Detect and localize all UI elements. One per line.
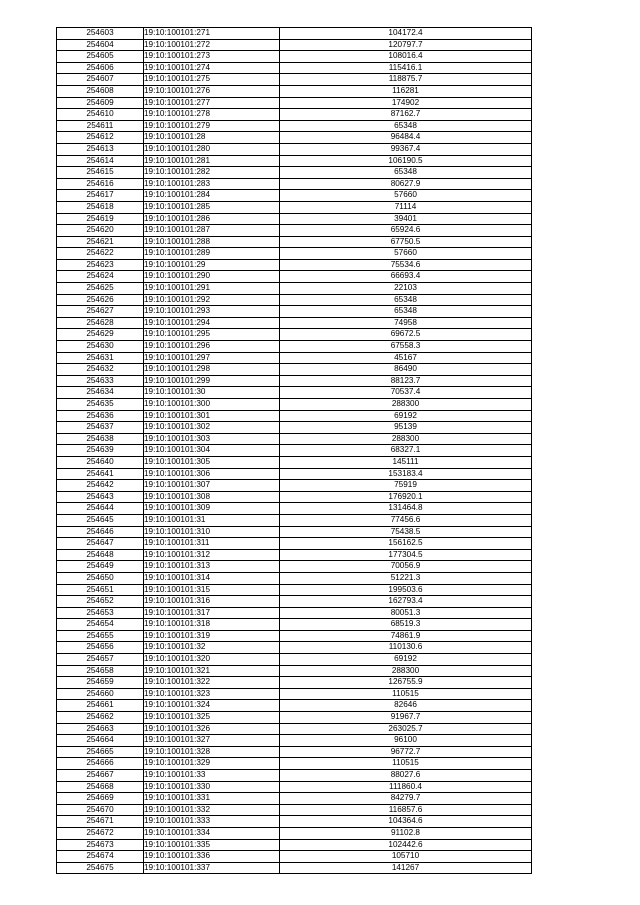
value-cell: 67558.3	[280, 341, 532, 353]
table-body	[57, 28, 532, 874]
record-id-cell: 254664	[57, 735, 144, 747]
record-id-cell: 254665	[57, 746, 144, 758]
value-cell: 118875.7	[280, 74, 532, 86]
table-row	[57, 688, 532, 700]
cadastral-number-cell: 19:10:100101:299	[144, 375, 280, 387]
record-id-cell: 254647	[57, 538, 144, 550]
record-id-cell: 254628	[57, 317, 144, 329]
table-row	[57, 584, 532, 596]
value-cell: 84279.7	[280, 793, 532, 805]
value-cell: 65348	[280, 306, 532, 318]
value-cell: 22103	[280, 283, 532, 295]
cadastral-number-cell: 19:10:100101:32	[144, 642, 280, 654]
value-cell: 104172.4	[280, 28, 532, 40]
record-id-cell: 254614	[57, 155, 144, 167]
value-cell: 111860.4	[280, 781, 532, 793]
table-row	[57, 607, 532, 619]
record-id-cell: 254669	[57, 793, 144, 805]
table-row	[57, 665, 532, 677]
value-cell: 75919	[280, 480, 532, 492]
table-row	[57, 862, 532, 874]
value-cell: 110130.6	[280, 642, 532, 654]
value-cell: 70056.9	[280, 561, 532, 573]
value-cell: 87162.7	[280, 109, 532, 121]
table-row	[57, 804, 532, 816]
cadastral-number-cell: 19:10:100101:273	[144, 51, 280, 63]
value-cell: 108016.4	[280, 51, 532, 63]
table-row	[57, 120, 532, 132]
record-id-cell: 254654	[57, 619, 144, 631]
cadastral-number-cell: 19:10:100101:318	[144, 619, 280, 631]
cadastral-number-cell: 19:10:100101:334	[144, 827, 280, 839]
value-cell: 65348	[280, 167, 532, 179]
cadastral-number-cell: 19:10:100101:28	[144, 132, 280, 144]
cadastral-number-cell: 19:10:100101:312	[144, 549, 280, 561]
table-row	[57, 433, 532, 445]
cadastral-number-cell: 19:10:100101:309	[144, 503, 280, 515]
cadastral-number-cell: 19:10:100101:285	[144, 201, 280, 213]
record-id-cell: 254651	[57, 584, 144, 596]
value-cell: 110515	[280, 758, 532, 770]
table-row	[57, 74, 532, 86]
table-row	[57, 503, 532, 515]
cadastral-number-cell: 19:10:100101:314	[144, 572, 280, 584]
table-row	[57, 97, 532, 109]
value-cell: 67750.5	[280, 236, 532, 248]
cadastral-number-cell: 19:10:100101:288	[144, 236, 280, 248]
cadastral-number-cell: 19:10:100101:328	[144, 746, 280, 758]
value-cell: 88027.6	[280, 770, 532, 782]
value-cell: 95139	[280, 422, 532, 434]
cadastral-number-cell: 19:10:100101:332	[144, 804, 280, 816]
cadastral-number-cell: 19:10:100101:33	[144, 770, 280, 782]
record-id-cell: 254645	[57, 514, 144, 526]
cadastral-number-cell: 19:10:100101:293	[144, 306, 280, 318]
table-row	[57, 677, 532, 689]
value-cell: 110515	[280, 688, 532, 700]
cadastral-number-cell: 19:10:100101:317	[144, 607, 280, 619]
document-page	[56, 27, 532, 874]
cadastral-number-cell: 19:10:100101:29	[144, 259, 280, 271]
value-cell: 68519.3	[280, 619, 532, 631]
table-row	[57, 712, 532, 724]
record-id-cell: 254604	[57, 39, 144, 51]
record-id-cell: 254618	[57, 201, 144, 213]
cadastral-number-cell: 19:10:100101:298	[144, 364, 280, 376]
cadastral-number-cell: 19:10:100101:282	[144, 167, 280, 179]
value-cell: 45167	[280, 352, 532, 364]
record-id-cell: 254639	[57, 445, 144, 457]
record-id-cell: 254616	[57, 178, 144, 190]
record-id-cell: 254672	[57, 827, 144, 839]
cadastral-number-cell: 19:10:100101:283	[144, 178, 280, 190]
record-id-cell: 254658	[57, 665, 144, 677]
value-cell: 77456.6	[280, 514, 532, 526]
record-id-cell: 254624	[57, 271, 144, 283]
table-row	[57, 514, 532, 526]
table-row	[57, 85, 532, 97]
table-row	[57, 341, 532, 353]
table-row	[57, 352, 532, 364]
cadastral-number-cell: 19:10:100101:271	[144, 28, 280, 40]
value-cell: 96484.4	[280, 132, 532, 144]
value-cell: 116281	[280, 85, 532, 97]
cadastral-number-cell: 19:10:100101:316	[144, 596, 280, 608]
value-cell: 39401	[280, 213, 532, 225]
table-row	[57, 271, 532, 283]
cadastral-number-cell: 19:10:100101:326	[144, 723, 280, 735]
cadastral-number-cell: 19:10:100101:327	[144, 735, 280, 747]
value-cell: 288300	[280, 399, 532, 411]
table-row	[57, 109, 532, 121]
cadastral-number-cell: 19:10:100101:292	[144, 294, 280, 306]
table-row	[57, 399, 532, 411]
value-cell: 177304.5	[280, 549, 532, 561]
record-id-cell: 254668	[57, 781, 144, 793]
record-id-cell: 254619	[57, 213, 144, 225]
value-cell: 96772.7	[280, 746, 532, 758]
record-id-cell: 254634	[57, 387, 144, 399]
table-row	[57, 190, 532, 202]
table-row	[57, 167, 532, 179]
table-row	[57, 445, 532, 457]
record-id-cell: 254641	[57, 468, 144, 480]
cadastral-number-cell: 19:10:100101:274	[144, 62, 280, 74]
record-id-cell: 254632	[57, 364, 144, 376]
table-row	[57, 746, 532, 758]
record-id-cell: 254612	[57, 132, 144, 144]
value-cell: 69192	[280, 410, 532, 422]
value-cell: 88123.7	[280, 375, 532, 387]
table-row	[57, 283, 532, 295]
table-row	[57, 213, 532, 225]
record-id-cell: 254636	[57, 410, 144, 422]
table-row	[57, 839, 532, 851]
cadastral-number-cell: 19:10:100101:335	[144, 839, 280, 851]
cadastral-number-cell: 19:10:100101:313	[144, 561, 280, 573]
record-id-cell: 254623	[57, 259, 144, 271]
record-id-cell: 254606	[57, 62, 144, 74]
cadastral-number-cell: 19:10:100101:296	[144, 341, 280, 353]
record-id-cell: 254637	[57, 422, 144, 434]
value-cell: 288300	[280, 665, 532, 677]
cadastral-number-cell: 19:10:100101:291	[144, 283, 280, 295]
table-row	[57, 329, 532, 341]
value-cell: 156162.5	[280, 538, 532, 550]
cadastral-number-cell: 19:10:100101:305	[144, 456, 280, 468]
value-cell: 174902	[280, 97, 532, 109]
value-cell: 116857.6	[280, 804, 532, 816]
record-id-cell: 254640	[57, 456, 144, 468]
cadastral-number-cell: 19:10:100101:280	[144, 143, 280, 155]
table-row	[57, 642, 532, 654]
record-id-cell: 254642	[57, 480, 144, 492]
table-row	[57, 723, 532, 735]
table-row	[57, 387, 532, 399]
cadastral-number-cell: 19:10:100101:295	[144, 329, 280, 341]
value-cell: 57660	[280, 190, 532, 202]
record-id-cell: 254673	[57, 839, 144, 851]
table-row	[57, 561, 532, 573]
record-id-cell: 254659	[57, 677, 144, 689]
record-id-cell: 254652	[57, 596, 144, 608]
record-id-cell: 254671	[57, 816, 144, 828]
record-id-cell: 254674	[57, 851, 144, 863]
value-cell: 70537.4	[280, 387, 532, 399]
table-row	[57, 735, 532, 747]
record-id-cell: 254666	[57, 758, 144, 770]
value-cell: 71114	[280, 201, 532, 213]
table-row	[57, 456, 532, 468]
record-id-cell: 254649	[57, 561, 144, 573]
cadastral-number-cell: 19:10:100101:331	[144, 793, 280, 805]
record-id-cell: 254620	[57, 225, 144, 237]
record-id-cell: 254608	[57, 85, 144, 97]
cadastral-number-cell: 19:10:100101:300	[144, 399, 280, 411]
cadastral-number-cell: 19:10:100101:284	[144, 190, 280, 202]
cadastral-number-cell: 19:10:100101:290	[144, 271, 280, 283]
record-id-cell: 254635	[57, 399, 144, 411]
value-cell: 75438.5	[280, 526, 532, 538]
record-id-cell: 254661	[57, 700, 144, 712]
cadastral-number-cell: 19:10:100101:303	[144, 433, 280, 445]
cadastral-number-cell: 19:10:100101:325	[144, 712, 280, 724]
record-id-cell: 254662	[57, 712, 144, 724]
value-cell: 68327.1	[280, 445, 532, 457]
record-id-cell: 254643	[57, 491, 144, 503]
record-id-cell: 254653	[57, 607, 144, 619]
value-cell: 106190.5	[280, 155, 532, 167]
table-row	[57, 375, 532, 387]
table-row	[57, 225, 532, 237]
record-id-cell: 254622	[57, 248, 144, 260]
cadastral-number-cell: 19:10:100101:337	[144, 862, 280, 874]
record-id-cell: 254621	[57, 236, 144, 248]
record-id-cell: 254667	[57, 770, 144, 782]
record-id-cell: 254625	[57, 283, 144, 295]
record-id-cell: 254646	[57, 526, 144, 538]
value-cell: 288300	[280, 433, 532, 445]
table-row	[57, 851, 532, 863]
record-id-cell: 254670	[57, 804, 144, 816]
cadastral-number-cell: 19:10:100101:30	[144, 387, 280, 399]
cadastral-number-cell: 19:10:100101:308	[144, 491, 280, 503]
table-row	[57, 781, 532, 793]
value-cell: 65924.6	[280, 225, 532, 237]
record-id-cell: 254609	[57, 97, 144, 109]
record-id-cell: 254611	[57, 120, 144, 132]
cadastral-number-cell: 19:10:100101:287	[144, 225, 280, 237]
table-row	[57, 132, 532, 144]
cadastral-number-cell: 19:10:100101:333	[144, 816, 280, 828]
table-row	[57, 201, 532, 213]
cadastral-number-cell: 19:10:100101:275	[144, 74, 280, 86]
value-cell: 86490	[280, 364, 532, 376]
table-row	[57, 39, 532, 51]
value-cell: 80627.9	[280, 178, 532, 190]
cadastral-number-cell: 19:10:100101:322	[144, 677, 280, 689]
cadastral-number-cell: 19:10:100101:278	[144, 109, 280, 121]
value-cell: 263025.7	[280, 723, 532, 735]
table-row	[57, 294, 532, 306]
table-row	[57, 526, 532, 538]
cadastral-number-cell: 19:10:100101:311	[144, 538, 280, 550]
table-row	[57, 259, 532, 271]
value-cell: 115416.1	[280, 62, 532, 74]
table-row	[57, 549, 532, 561]
value-cell: 131464.8	[280, 503, 532, 515]
record-id-cell: 254648	[57, 549, 144, 561]
record-id-cell: 254638	[57, 433, 144, 445]
record-id-cell: 254633	[57, 375, 144, 387]
cadastral-number-cell: 19:10:100101:336	[144, 851, 280, 863]
cadastral-number-cell: 19:10:100101:281	[144, 155, 280, 167]
cadastral-number-cell: 19:10:100101:304	[144, 445, 280, 457]
cadastral-number-cell: 19:10:100101:321	[144, 665, 280, 677]
record-id-cell: 254630	[57, 341, 144, 353]
record-id-cell: 254615	[57, 167, 144, 179]
value-cell: 120797.7	[280, 39, 532, 51]
record-id-cell: 254613	[57, 143, 144, 155]
value-cell: 80051.3	[280, 607, 532, 619]
value-cell: 69672.5	[280, 329, 532, 341]
cadastral-number-cell: 19:10:100101:294	[144, 317, 280, 329]
value-cell: 51221.3	[280, 572, 532, 584]
table-row	[57, 596, 532, 608]
table-row	[57, 51, 532, 63]
table-row	[57, 480, 532, 492]
cadastral-number-cell: 19:10:100101:306	[144, 468, 280, 480]
record-id-cell: 254627	[57, 306, 144, 318]
cadastral-number-cell: 19:10:100101:286	[144, 213, 280, 225]
table-row	[57, 155, 532, 167]
cadastral-number-cell: 19:10:100101:272	[144, 39, 280, 51]
value-cell: 102442.6	[280, 839, 532, 851]
table-row	[57, 468, 532, 480]
value-cell: 99367.4	[280, 143, 532, 155]
record-id-cell: 254660	[57, 688, 144, 700]
record-id-cell: 254603	[57, 28, 144, 40]
cadastral-number-cell: 19:10:100101:301	[144, 410, 280, 422]
cadastral-number-cell: 19:10:100101:315	[144, 584, 280, 596]
table-row	[57, 538, 532, 550]
table-row	[57, 630, 532, 642]
cadastral-number-cell: 19:10:100101:319	[144, 630, 280, 642]
cadastral-number-cell: 19:10:100101:31	[144, 514, 280, 526]
cadastral-number-cell: 19:10:100101:289	[144, 248, 280, 260]
cadastral-number-cell: 19:10:100101:277	[144, 97, 280, 109]
value-cell: 105710	[280, 851, 532, 863]
table-row	[57, 178, 532, 190]
record-id-cell: 254605	[57, 51, 144, 63]
value-cell: 75534.6	[280, 259, 532, 271]
table-row	[57, 770, 532, 782]
table-row	[57, 62, 532, 74]
value-cell: 104364.6	[280, 816, 532, 828]
cadastral-number-cell: 19:10:100101:310	[144, 526, 280, 538]
record-id-cell: 254663	[57, 723, 144, 735]
value-cell: 74861.9	[280, 630, 532, 642]
cadastral-number-cell: 19:10:100101:323	[144, 688, 280, 700]
cadastral-number-cell: 19:10:100101:324	[144, 700, 280, 712]
table-row	[57, 410, 532, 422]
table-row	[57, 236, 532, 248]
record-id-cell: 254610	[57, 109, 144, 121]
value-cell: 126755.9	[280, 677, 532, 689]
table-row	[57, 317, 532, 329]
data-table	[56, 27, 532, 874]
value-cell: 153183.4	[280, 468, 532, 480]
record-id-cell: 254644	[57, 503, 144, 515]
table-row	[57, 827, 532, 839]
table-row	[57, 364, 532, 376]
record-id-cell: 254629	[57, 329, 144, 341]
record-id-cell: 254655	[57, 630, 144, 642]
record-id-cell: 254607	[57, 74, 144, 86]
record-id-cell: 254675	[57, 862, 144, 874]
record-id-cell: 254626	[57, 294, 144, 306]
table-row	[57, 816, 532, 828]
value-cell: 82646	[280, 700, 532, 712]
value-cell: 91102.8	[280, 827, 532, 839]
table-row	[57, 572, 532, 584]
record-id-cell: 254650	[57, 572, 144, 584]
table-row	[57, 422, 532, 434]
value-cell: 162793.4	[280, 596, 532, 608]
cadastral-number-cell: 19:10:100101:330	[144, 781, 280, 793]
value-cell: 69192	[280, 654, 532, 666]
value-cell: 145111	[280, 456, 532, 468]
value-cell: 141267	[280, 862, 532, 874]
value-cell: 199503.6	[280, 584, 532, 596]
cadastral-number-cell: 19:10:100101:297	[144, 352, 280, 364]
value-cell: 96100	[280, 735, 532, 747]
table-row	[57, 248, 532, 260]
table-row	[57, 619, 532, 631]
table-row	[57, 793, 532, 805]
table-row	[57, 491, 532, 503]
value-cell: 74958	[280, 317, 532, 329]
cadastral-number-cell: 19:10:100101:302	[144, 422, 280, 434]
table-row	[57, 700, 532, 712]
cadastral-number-cell: 19:10:100101:307	[144, 480, 280, 492]
table-row	[57, 654, 532, 666]
record-id-cell: 254656	[57, 642, 144, 654]
record-id-cell: 254617	[57, 190, 144, 202]
value-cell: 65348	[280, 294, 532, 306]
record-id-cell: 254631	[57, 352, 144, 364]
cadastral-number-cell: 19:10:100101:329	[144, 758, 280, 770]
table-row	[57, 306, 532, 318]
value-cell: 91967.7	[280, 712, 532, 724]
value-cell: 65348	[280, 120, 532, 132]
table-row	[57, 28, 532, 40]
value-cell: 176920.1	[280, 491, 532, 503]
cadastral-number-cell: 19:10:100101:320	[144, 654, 280, 666]
cadastral-number-cell: 19:10:100101:276	[144, 85, 280, 97]
value-cell: 66693.4	[280, 271, 532, 283]
value-cell: 57660	[280, 248, 532, 260]
cadastral-number-cell: 19:10:100101:279	[144, 120, 280, 132]
record-id-cell: 254657	[57, 654, 144, 666]
table-row	[57, 758, 532, 770]
table-row	[57, 143, 532, 155]
